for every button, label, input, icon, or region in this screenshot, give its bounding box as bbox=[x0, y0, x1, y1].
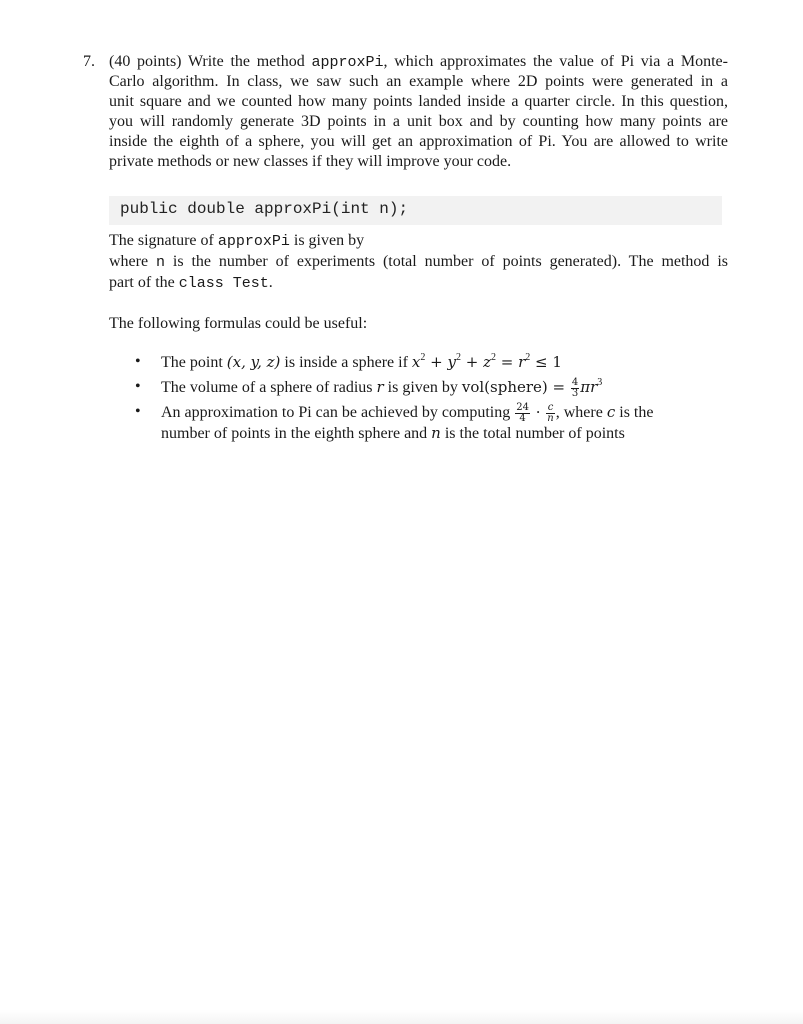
question-line-3: unit square and we counted how many points landed inside a quarter circle. In this question, bbox=[109, 93, 728, 110]
fraction-c-over-n: $\frac{c}{n}$ bbox=[547, 401, 554, 424]
page-bottom-edge bbox=[0, 1010, 803, 1024]
signature-method-code: approxPi bbox=[217, 233, 290, 250]
formula-list bbox=[135, 352, 695, 448]
formula-item-sphere-volume: • The volume of a sphere of radius r is given by vol(sphere) = $\frac{4}{3}$ $\pi r^3$ bbox=[135, 376, 603, 399]
signature-line-3: part of the class Test. bbox=[109, 274, 273, 292]
question-line-1: (40 points) Write the method approxPi, which approximates the value of Pi via a Monte- bbox=[109, 53, 728, 71]
fraction-24-over-4: $\frac{24}{4}$ bbox=[516, 401, 529, 424]
question-text bbox=[109, 52, 728, 172]
question-number: 7. bbox=[83, 53, 95, 70]
formula-item-pi-approximation: • An approximation to Pi can be achieved by computing $\frac{24}{4}$ · $\frac{c}{n}$ , where c is the number of points in the eighth sphere and n is the total number of points bbox=[135, 401, 654, 442]
formulas-intro: The following formulas could be useful: bbox=[109, 315, 368, 332]
signature-paragraph bbox=[109, 231, 728, 294]
question-line-6: private methods or new classes if they will improve your code. bbox=[109, 153, 512, 170]
code-block: public double approxPi(int n); bbox=[109, 196, 722, 225]
bullet-icon: • bbox=[135, 378, 141, 395]
method-name-code: approxPi bbox=[311, 54, 384, 71]
question-line-5: inside the eighth of a sphere, you will get an approximation of Pi. You are allowed to write bbox=[109, 133, 728, 150]
question-line-4: you will randomly generate 3D points in a unit box and by counting how many points are bbox=[109, 113, 728, 130]
signature-line-1: The signature of approxPi is given by bbox=[109, 232, 365, 250]
bullet-icon: • bbox=[135, 353, 141, 370]
class-test-code: class Test bbox=[178, 275, 269, 292]
signature-line-2: where n is the number of experiments (total number of points generated). The method is bbox=[109, 253, 728, 271]
question-line-2: Carlo algorithm. In class, we saw such an example where 2D points were generated in a bbox=[109, 73, 728, 90]
param-n-code: n bbox=[155, 254, 165, 271]
bullet-icon: • bbox=[135, 403, 141, 420]
fraction-four-thirds: $\frac{4}{3}$ bbox=[571, 376, 579, 399]
formula-item-sphere-condition: • The point (x, y, z) is inside a sphere if $x^2 + y^2 + z^2 = r^2 \le 1$ bbox=[135, 352, 562, 371]
